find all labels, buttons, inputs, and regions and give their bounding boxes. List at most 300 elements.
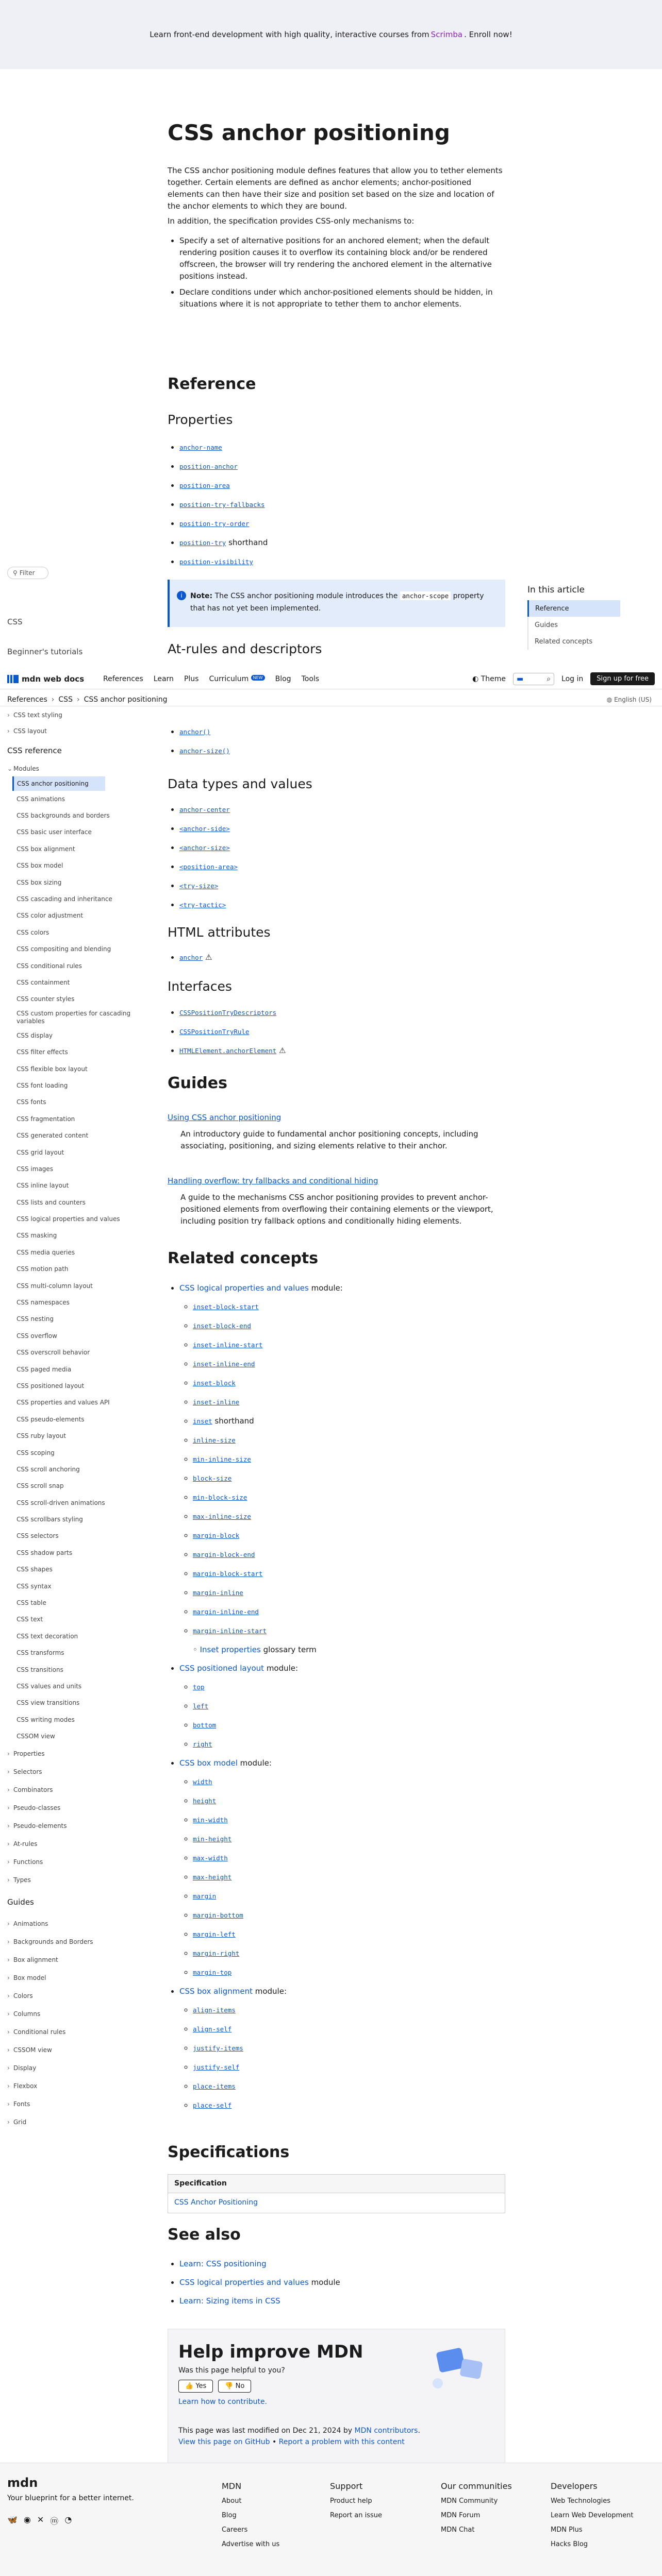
sidebar-item[interactable]: CSS overscroll behavior: [16, 1349, 90, 1357]
footer-link[interactable]: Blog: [222, 2512, 237, 2519]
sidebar-item[interactable]: CSS images: [16, 1165, 54, 1173]
footer-link[interactable]: Advertise with us: [222, 2540, 280, 2548]
sidebar-item-label: Conditional rules: [13, 2028, 66, 2036]
thumbs-down-icon: 👎: [225, 2382, 234, 2390]
sidebar-item[interactable]: [7, 2113, 131, 2131]
intro-paragraph: The CSS anchor positioning module defines features that allow you to tether elements together. Certain elements are defined as anchor elements; anchor-positioned elements can then have their size and position set based on the size and location of the anchor elements to which they are bound.: [168, 166, 503, 211]
module-link[interactable]: CSS logical properties and values: [179, 1283, 309, 1293]
datatype-link[interactable]: anchor-center: [179, 806, 230, 814]
menu-item-blog[interactable]: Blog: [275, 674, 291, 683]
sidebar-item[interactable]: CSS positioned layout: [16, 1382, 85, 1389]
sidebar-item[interactable]: CSS filter effects: [16, 1048, 68, 1056]
mdn-logo-icon: [7, 675, 19, 683]
sidebar-item[interactable]: CSS box alignment: [16, 845, 75, 853]
feedback-illustration: [422, 2340, 494, 2396]
list-item: [193, 1450, 343, 1469]
globe-icon: ◍: [606, 696, 613, 703]
list-item: [179, 552, 268, 571]
sidebar-item-label: Pseudo-classes: [13, 1804, 61, 1812]
github-link[interactable]: View this page on GitHub: [178, 2438, 270, 2446]
rss-icon[interactable]: ◔: [64, 2515, 72, 2524]
filter-icon: ⚲: [13, 569, 18, 577]
footer-link[interactable]: MDN Forum: [441, 2512, 481, 2519]
theme-toggle[interactable]: ◐ Theme: [472, 674, 506, 683]
sidebar-item[interactable]: [7, 2041, 131, 2059]
glossary-link[interactable]: Inset properties: [200, 1645, 261, 1654]
list-item: [193, 2096, 343, 2115]
sidebar-item[interactable]: [7, 1933, 131, 1951]
yes-button[interactable]: 👍 Yes: [178, 2380, 213, 2393]
property-link[interactable]: inset: [193, 1417, 212, 1425]
nav-actions: [472, 672, 655, 685]
sidebar-item[interactable]: CSS backgrounds and borders: [16, 812, 110, 820]
sidebar-item[interactable]: CSS transitions: [16, 1666, 63, 1673]
list-item: [193, 1621, 343, 1640]
property-link[interactable]: min-height: [193, 1835, 232, 1843]
breadcrumb-references[interactable]: References: [7, 695, 47, 704]
footer-link[interactable]: Hacks Blog: [551, 2540, 588, 2548]
list-item: [179, 2292, 340, 2310]
list-item: [193, 1545, 343, 1564]
html-attributes-list: [179, 948, 212, 967]
property-link[interactable]: inset-block-end: [193, 1322, 251, 1330]
signup-button[interactable]: Sign up for free: [590, 672, 655, 685]
main-menu: [103, 675, 319, 683]
sidebar-guides-heading: Guides: [7, 1897, 34, 1907]
property-link[interactable]: align-self: [193, 2025, 232, 2033]
property-link[interactable]: position-anchor: [179, 463, 238, 470]
see-also-link[interactable]: Learn: Sizing items in CSS: [179, 2296, 280, 2306]
function-link[interactable]: anchor(): [179, 728, 211, 736]
sidebar-item[interactable]: CSS fonts: [16, 1098, 46, 1106]
chevron-right-icon: ›: [7, 2100, 10, 2108]
feedback-panel: Help improve MDN Was this page helpful to you? 👍 Yes 👎 No Learn how to contribute. This page was last modified on Dec 21, 2024 by MDN contributors. View this page on GitHub • Report a problem with this content: [168, 2329, 505, 2465]
atrules-heading: At-rules and descriptors: [168, 641, 322, 656]
spec-link[interactable]: CSS Anchor Positioning: [174, 2198, 258, 2207]
property-link[interactable]: anchor-name: [179, 444, 222, 451]
guide-link[interactable]: Using CSS anchor positioning: [168, 1113, 282, 1122]
sidebar-item[interactable]: CSS ruby layout: [16, 1432, 66, 1440]
chevron-right-icon: ›: [7, 2046, 10, 2054]
list-item: [193, 1887, 343, 1906]
list-item: [193, 1810, 343, 1829]
sidebar-item[interactable]: [7, 1987, 131, 2005]
x-icon[interactable]: ✕: [37, 2515, 44, 2524]
property-link[interactable]: margin-right: [193, 1950, 240, 1957]
sidebar-item[interactable]: CSS overflow: [16, 1332, 57, 1340]
banner-brand-link[interactable]: Scrimba: [431, 30, 463, 39]
toc-item-guides[interactable]: Guides: [527, 617, 620, 633]
list-item: [193, 1944, 343, 1963]
sidebar-item[interactable]: CSS nesting: [16, 1315, 54, 1323]
see-also-heading: See also: [168, 2226, 241, 2244]
property-link[interactable]: bottom: [193, 1721, 217, 1729]
promo-banner[interactable]: [0, 0, 662, 69]
sidebar-item[interactable]: CSS pseudo-elements: [16, 1415, 85, 1423]
datatype-link[interactable]: <anchor-size>: [179, 844, 230, 852]
list-item: [193, 1526, 343, 1545]
specifications-heading: Specifications: [168, 2143, 290, 2161]
list-item: [193, 1677, 343, 1697]
sidebar-item[interactable]: CSS transforms: [16, 1649, 64, 1657]
chevron-right-icon: ›: [7, 2119, 10, 2126]
logo-text: mdn web docs: [22, 674, 85, 684]
sidebar-item[interactable]: CSS font loading: [16, 1081, 68, 1089]
list-item: [193, 2039, 343, 2058]
sidebar-item[interactable]: [7, 1745, 131, 1763]
footer-link[interactable]: MDN Chat: [441, 2526, 475, 2534]
sidebar-item[interactable]: CSS scoping: [16, 1449, 55, 1456]
sidebar-item[interactable]: CSS shadow parts: [16, 1549, 73, 1556]
see-also-link[interactable]: Learn: CSS positioning: [179, 2259, 267, 2268]
datatypes-heading: Data types and values: [168, 776, 312, 791]
sidebar-item[interactable]: CSS basic user interface: [16, 828, 92, 836]
search-input[interactable]: ▬ ⌕: [513, 673, 554, 685]
list-item: [179, 2255, 340, 2273]
related-heading: Related concepts: [168, 1249, 319, 1267]
chevron-right-icon: ›: [7, 2082, 10, 2090]
list-item: [179, 1041, 286, 1060]
sidebar-item[interactable]: CSS generated content: [16, 1132, 89, 1140]
property-link[interactable]: margin-block-start: [193, 1570, 263, 1578]
sidebar-item[interactable]: CSS multi-column layout: [16, 1282, 93, 1290]
sidebar-item[interactable]: CSS media queries: [16, 1248, 75, 1256]
list-item: [179, 1022, 286, 1041]
menu-item-curriculum[interactable]: Curriculum NEW: [209, 675, 264, 683]
footer-link[interactable]: Careers: [222, 2526, 248, 2534]
no-button[interactable]: 👎 No: [218, 2380, 251, 2393]
datatype-link[interactable]: <position-area>: [179, 863, 238, 871]
sidebar-item[interactable]: CSS masking: [16, 1232, 57, 1240]
sidebar-item[interactable]: CSS box model: [16, 862, 63, 870]
datatype-link[interactable]: <try-tactic>: [179, 901, 226, 909]
last-modified: This page was last modified on Dec 21, 2024 by: [178, 2427, 353, 2435]
sidebar-item[interactable]: CSS display: [16, 1031, 53, 1039]
sidebar-item-label: CSSOM view: [13, 2046, 52, 2054]
sidebar-item[interactable]: CSS selectors: [16, 1532, 59, 1540]
menu-item-references[interactable]: References: [103, 674, 143, 683]
sidebar-item[interactable]: CSS compositing and blending: [16, 945, 111, 953]
property-link[interactable]: position-try-order: [179, 520, 250, 528]
footer-link[interactable]: Report an issue: [330, 2512, 382, 2519]
sidebar-item-label: Pseudo-elements: [13, 1822, 67, 1830]
sidebar-item[interactable]: CSS values and units: [16, 1683, 82, 1690]
property-link[interactable]: margin-bottom: [193, 1911, 243, 1919]
report-link[interactable]: Report a problem with this content: [278, 2438, 405, 2446]
warning-icon: ⚠: [205, 953, 212, 962]
sidebar-item[interactable]: CSS colors: [16, 928, 49, 936]
related-list: [179, 1279, 343, 2115]
datatype-link[interactable]: <anchor-side>: [179, 825, 230, 833]
sidebar-item-label: Properties: [13, 1750, 45, 1758]
property-link[interactable]: inset-inline: [193, 1398, 240, 1406]
warning-icon: ⚠: [278, 1046, 286, 1055]
menu-item-learn[interactable]: Learn: [153, 674, 174, 683]
list-item: • CSS box alignment module: ◦ align-items ◦ align-self ◦ justify-items ◦ justify-self ◦ place-items ◦ place-self: [179, 1982, 343, 2115]
property-link[interactable]: justify-items: [193, 2044, 243, 2052]
search-icon: ⌕: [547, 674, 551, 683]
interface-link[interactable]: HTMLElement.anchorElement: [179, 1047, 277, 1055]
list-item: [193, 1868, 343, 1887]
list-item: [193, 1412, 343, 1431]
property-link[interactable]: place-self: [193, 2102, 232, 2109]
property-link[interactable]: min-width: [193, 1816, 228, 1824]
property-link[interactable]: max-inline-size: [193, 1513, 251, 1520]
sidebar-item[interactable]: [7, 1951, 131, 1969]
sidebar-item-label: Fonts: [13, 2100, 30, 2108]
sidebar-item[interactable]: CSS writing modes: [16, 1716, 75, 1723]
sidebar-item[interactable]: [7, 1853, 131, 1871]
contribute-link[interactable]: Learn how to contribute.: [178, 2398, 268, 2406]
sidebar-item-active[interactable]: CSS anchor positioning: [12, 776, 105, 791]
sidebar-item-label: Box model: [13, 1974, 46, 1982]
chevron-right-icon: ›: [7, 2010, 10, 2018]
menu-item-tools[interactable]: Tools: [301, 674, 320, 683]
github-icon[interactable]: ◉: [23, 2515, 31, 2524]
property-link[interactable]: position-try-fallbacks: [179, 501, 265, 509]
sidebar-item-css[interactable]: CSS: [7, 617, 23, 626]
note-callout: [168, 580, 505, 627]
list-item: [193, 1963, 343, 1982]
property-link[interactable]: margin-block: [193, 1532, 240, 1539]
sidebar-item[interactable]: [7, 2059, 131, 2077]
sidebar-item[interactable]: [7, 2005, 131, 2023]
sidebar-item[interactable]: [7, 2023, 131, 2041]
list-item: [193, 1354, 343, 1374]
shorthand-label: shorthand: [214, 1416, 254, 1426]
footer-link[interactable]: About: [222, 2497, 242, 2505]
property-link[interactable]: position-visibility: [179, 558, 253, 566]
sidebar-modules[interactable]: ⌄ Modules: [7, 765, 39, 772]
sidebar-item[interactable]: [7, 2077, 131, 2095]
sidebar-item[interactable]: CSS color adjustment: [16, 912, 84, 920]
list-item: [193, 1374, 343, 1393]
sidebar-item[interactable]: CSS properties and values API: [16, 1399, 110, 1406]
property-link[interactable]: inset-block: [193, 1379, 236, 1387]
sidebar-item[interactable]: CSS animations: [16, 795, 65, 803]
footer-link[interactable]: Learn Web Development: [551, 2512, 634, 2519]
login-link[interactable]: Log in: [561, 674, 584, 683]
footer-column: [551, 2479, 633, 2552]
sidebar-item[interactable]: CSS lists and counters: [16, 1198, 86, 1206]
sidebar-item[interactable]: CSS scroll snap: [16, 1482, 64, 1490]
toc-item-reference[interactable]: Reference: [527, 600, 620, 617]
sidebar-item-label: Display: [13, 2064, 37, 2072]
sidebar-item-label: Backgrounds and Borders: [13, 1938, 93, 1946]
list-item: [179, 741, 230, 760]
sidebar-item[interactable]: CSS grid layout: [16, 1148, 64, 1156]
mastodon-icon[interactable]: ⓜ: [50, 2516, 59, 2526]
sidebar-item[interactable]: CSS cascading and inheritance: [16, 895, 112, 903]
footer-column: [441, 2479, 512, 2537]
footer-link[interactable]: Product help: [330, 2497, 372, 2505]
property-link[interactable]: top: [193, 1683, 205, 1691]
sidebar-item[interactable]: CSS flexible box layout: [16, 1065, 88, 1073]
sidebar-item[interactable]: CSS text decoration: [16, 1632, 78, 1640]
footer-link[interactable]: MDN Community: [441, 2497, 498, 2505]
chevron-right-icon: ›: [7, 2064, 10, 2072]
new-badge: NEW: [251, 675, 265, 681]
toc-item-related[interactable]: Related concepts: [527, 633, 620, 650]
list-item: [179, 838, 238, 857]
sidebar-filter[interactable]: ⚲ Filter: [7, 567, 48, 579]
chevron-right-icon: ›: [7, 1840, 10, 1848]
sidebar-item-label: Flexbox: [13, 2082, 38, 2090]
chevron-right-icon: ›: [7, 1786, 10, 1794]
sidebar-item[interactable]: CSS logical properties and values: [16, 1215, 120, 1223]
footer-column: [330, 2479, 382, 2523]
breadcrumb-current[interactable]: CSS anchor positioning: [84, 695, 168, 704]
sidebar-item[interactable]: CSS view transitions: [16, 1699, 80, 1707]
sidebar-item[interactable]: CSS motion path: [16, 1265, 69, 1273]
attribute-link[interactable]: anchor: [179, 954, 203, 961]
property-link[interactable]: max-height: [193, 1873, 232, 1881]
property-link[interactable]: min-block-size: [193, 1494, 247, 1501]
sidebar-item[interactable]: CSS containment: [16, 978, 70, 986]
footer-link[interactable]: MDN Plus: [551, 2526, 583, 2534]
list-item: [193, 2001, 343, 2020]
property-link[interactable]: inline-size: [193, 1436, 236, 1444]
sidebar-item-tutorials[interactable]: Beginner's tutorials: [7, 647, 83, 656]
mdn-logo[interactable]: [7, 674, 84, 684]
sidebar-item[interactable]: CSSOM view: [16, 1733, 55, 1740]
sidebar-item[interactable]: CSS namespaces: [16, 1299, 70, 1307]
sidebar-item[interactable]: CSS scroll anchoring: [16, 1465, 80, 1473]
list-item: [193, 1393, 343, 1412]
property-link[interactable]: right: [193, 1740, 212, 1748]
sidebar-item[interactable]: CSS counter styles: [16, 995, 75, 1003]
property-link[interactable]: margin-inline: [193, 1589, 243, 1597]
glossary-item: ◦ Inset properties glossary term: [193, 1645, 317, 1654]
sidebar-item[interactable]: [7, 1835, 131, 1853]
sidebar-item[interactable]: › CSS layout: [7, 727, 47, 735]
function-link[interactable]: anchor-size(): [179, 747, 230, 755]
sidebar-item[interactable]: [7, 1799, 131, 1817]
list-item: [179, 895, 238, 914]
property-link[interactable]: margin-top: [193, 1969, 232, 1976]
property-link[interactable]: margin-inline-start: [193, 1627, 267, 1635]
bluesky-icon[interactable]: 🦋: [7, 2515, 18, 2524]
list-item: [193, 1316, 343, 1335]
chevron-right-icon: ›: [7, 1768, 10, 1776]
guide-link[interactable]: Handling overflow: try fallbacks and conditional hiding: [168, 1176, 378, 1185]
sidebar-item-label: Selectors: [13, 1768, 42, 1776]
list-item: [193, 1697, 343, 1716]
sidebar-item[interactable]: [7, 2095, 131, 2113]
property-link[interactable]: inset-inline-end: [193, 1360, 255, 1368]
property-link[interactable]: max-width: [193, 1854, 228, 1862]
property-link[interactable]: justify-self: [193, 2063, 240, 2071]
list-item: [193, 1297, 343, 1316]
chevron-right-icon: ›: [7, 1920, 10, 1928]
chevron-right-icon: ›: [7, 1876, 10, 1884]
property-link[interactable]: margin-block-end: [193, 1551, 255, 1558]
property-link[interactable]: margin-inline-end: [193, 1608, 259, 1616]
menu-item-plus[interactable]: Plus: [184, 674, 199, 683]
note-tail: property that has not yet been implemented.: [190, 592, 484, 613]
property-link[interactable]: align-items: [193, 2006, 236, 2014]
sidebar-item[interactable]: CSS scroll-driven animations: [16, 1499, 105, 1506]
footer-column-heading: MDN: [222, 2481, 242, 2491]
page-title: CSS anchor positioning: [168, 120, 450, 145]
list-item: [179, 857, 238, 876]
module-link[interactable]: CSS positioned layout: [179, 1664, 264, 1673]
property-link[interactable]: margin: [193, 1892, 217, 1900]
sidebar-item[interactable]: [7, 1871, 131, 1889]
sidebar-nav: [7, 708, 131, 2131]
footer-logo[interactable]: mdn: [7, 2476, 38, 2490]
sidebar-item[interactable]: CSS custom properties for cascading variables: [16, 1010, 131, 1025]
list-item: [193, 2058, 343, 2077]
sidebar-item[interactable]: CSS shapes: [16, 1566, 53, 1573]
property-link[interactable]: position-try: [179, 539, 226, 547]
module-link[interactable]: CSS box alignment: [179, 1987, 253, 1996]
interfaces-heading: Interfaces: [168, 979, 232, 994]
footer-link[interactable]: Web Technologies: [551, 2497, 610, 2505]
property-link[interactable]: inset-block-start: [193, 1303, 259, 1311]
list-item: [193, 1849, 343, 1868]
sidebar-item[interactable]: [7, 1763, 131, 1781]
list-item: [193, 1925, 343, 1944]
breadcrumb-css[interactable]: CSS: [58, 695, 73, 704]
property-link[interactable]: height: [193, 1797, 217, 1805]
datatypes-list: [179, 800, 238, 914]
sidebar-item[interactable]: [7, 1781, 131, 1799]
info-icon: i: [177, 591, 186, 600]
sidebar-item[interactable]: CSS table: [16, 1599, 46, 1607]
property-link[interactable]: width: [193, 1778, 212, 1786]
sidebar-item[interactable]: CSS scrollbars styling: [16, 1516, 83, 1523]
interfaces-list: [179, 1003, 286, 1060]
contributors-link[interactable]: MDN contributors: [354, 2427, 418, 2435]
interface-link[interactable]: CSSPositionTryRule: [179, 1028, 250, 1036]
table-of-contents: [527, 585, 620, 650]
sidebar-item[interactable]: CSS conditional rules: [16, 962, 82, 970]
see-also-link[interactable]: CSS logical properties and values: [179, 2278, 309, 2287]
sidebar-item[interactable]: [7, 1817, 131, 1835]
sidebar-item[interactable]: CSS inline layout: [16, 1182, 69, 1190]
sidebar-item-label: Colors: [13, 1992, 33, 2000]
sidebar-item[interactable]: › CSS text styling: [7, 711, 62, 719]
sidebar-item[interactable]: CSS box sizing: [16, 878, 62, 886]
list-item: [193, 1431, 343, 1450]
property-link[interactable]: position-area: [179, 482, 230, 489]
interface-link[interactable]: CSSPositionTryDescriptors: [179, 1009, 277, 1016]
property-link[interactable]: left: [193, 1702, 209, 1710]
list-item: • Declare conditions under which anchor-positioned elements should be hidden, in situations where it is not appropriate to tether them to anchor elements.: [179, 286, 504, 310]
property-link[interactable]: margin-left: [193, 1930, 236, 1938]
sidebar-item[interactable]: [7, 1915, 131, 1933]
property-link[interactable]: place-items: [193, 2082, 236, 2090]
list-item: • CSS logical properties and values module: ◦ inset-block-start ◦ inset-block-end ◦ inset-inline-start ◦ inset-inline-end ◦ inset-block ◦ inset-inline ◦ inset shorthand ◦ inline-size ◦ min-inline-size ◦ block-size ◦ min-block-size ◦ max-inline-size ◦ margin-block ◦ margin-block-end ◦ margin-block-start ◦ margin-inline ◦ margin-inline-end ◦ margin-inline-start ◦ Inset properties glossary term: [179, 1279, 343, 1659]
property-link[interactable]: inset-inline-start: [193, 1341, 263, 1349]
property-link[interactable]: block-size: [193, 1475, 232, 1482]
sidebar-item[interactable]: CSS syntax: [16, 1582, 52, 1590]
sidebar-item[interactable]: CSS paged media: [16, 1365, 72, 1373]
list-item: [179, 876, 238, 895]
chevron-right-icon: ›: [7, 1992, 10, 2000]
sidebar-item[interactable]: [7, 1969, 131, 1987]
sidebar-item[interactable]: CSS text: [16, 1616, 43, 1623]
property-link[interactable]: min-inline-size: [193, 1455, 251, 1463]
module-link[interactable]: CSS box model: [179, 1758, 238, 1768]
list-item: [179, 533, 268, 552]
datatype-link[interactable]: <try-size>: [179, 882, 219, 890]
list-item: [193, 1716, 343, 1735]
top-navigation: [0, 669, 662, 689]
language-selector[interactable]: ◍ English (US): [606, 696, 652, 703]
sidebar-item[interactable]: CSS fragmentation: [16, 1115, 75, 1123]
